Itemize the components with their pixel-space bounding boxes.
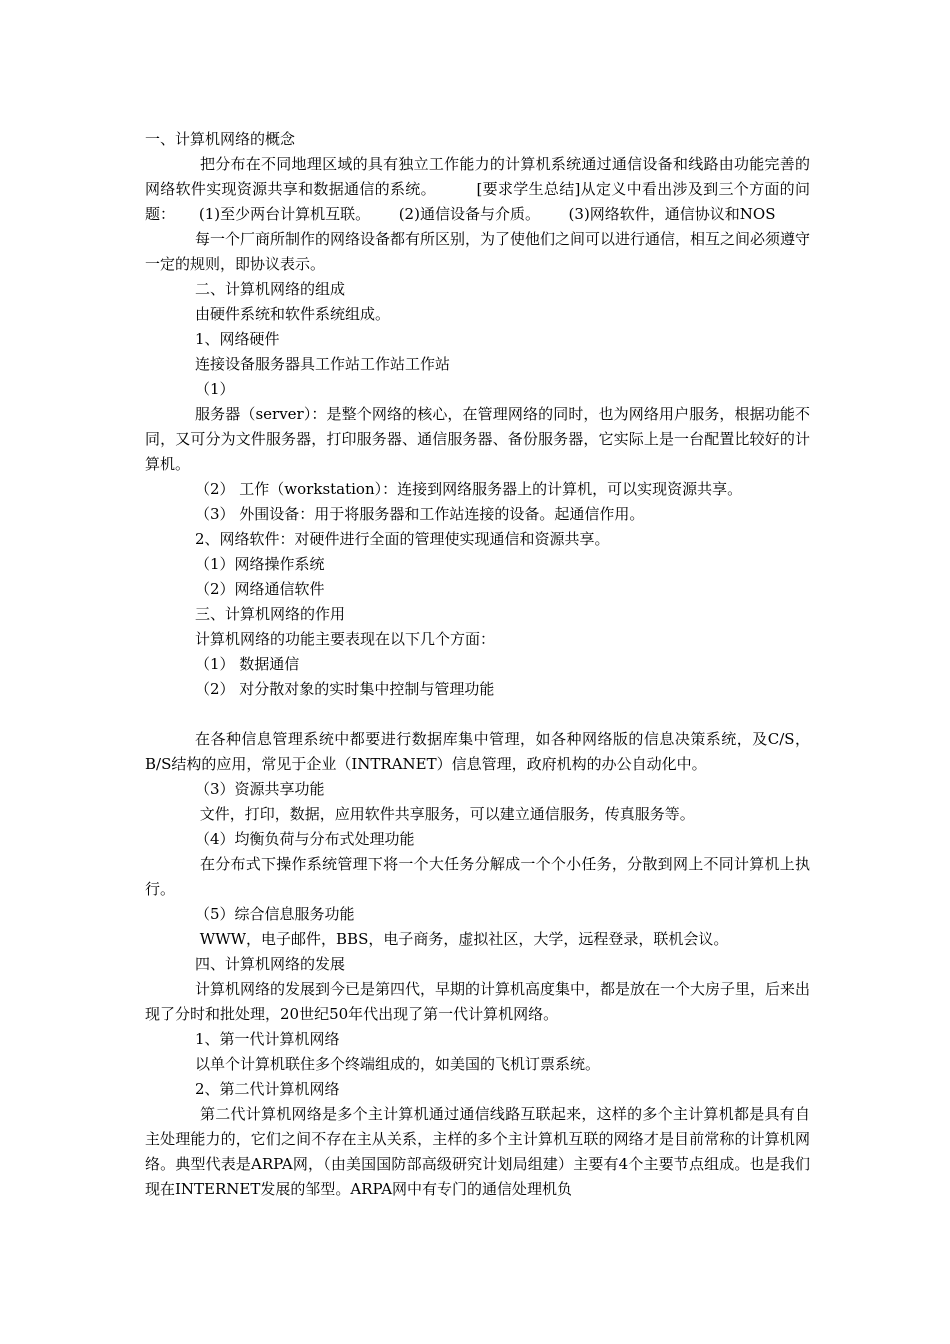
paragraph-distributed: 在分布式下操作系统管理下将一个大任务分解成一个个小任务，分散到网上不同计算机上执行。 (145, 855, 810, 898)
document-body (145, 127, 810, 1202)
list-item-comm-software: （2）网络通信软件 (195, 580, 325, 598)
paragraph-functions-intro: 计算机网络的功能主要表现在以下几个方面： (195, 630, 496, 648)
list-marker-1: （1） (195, 380, 235, 398)
section-heading-3: 三、计算机网络的作用 (195, 605, 346, 623)
list-item-resource-sharing: （3）资源共享功能 (195, 780, 325, 798)
subheading-hardware: 1、网络硬件 (195, 330, 280, 348)
subheading-software: 2、网络软件：对硬件进行全面的管理使实现通信和资源共享。 (195, 530, 610, 548)
paragraph-definition: 把分布在不同地理区域的具有独立工作能力的计算机系统通过通信设备和线路由功能完善的网络软件实现资源共享和数据通信的系统。 [要求学生总结]从定义中看出涉及到三个方面的问题： (1)至少两台计算机互联。 (2)通信设备与介质。 (3)网络软件，通信协议和NOS (145, 155, 810, 223)
paragraph-protocol: 每一个厂商所制作的网络设备都有所区别，为了使他们之间可以进行通信，相互之间必须遵守一定的规则，即协议表示。 (145, 230, 811, 273)
list-item-load-balancing: （4）均衡负荷与分布式处理功能 (195, 830, 415, 848)
list-item-info-services: （5）综合信息服务功能 (195, 905, 355, 923)
paragraph-composition: 由硬件系统和软件系统组成。 (195, 305, 391, 323)
paragraph-sharing-services: 文件，打印，数据，应用软件共享服务，可以建立通信服务，传真服务等。 (195, 805, 695, 823)
section-heading-1: 一、计算机网络的概念 (145, 130, 296, 148)
paragraph-development: 计算机网络的发展到今已是第四代，早期的计算机高度集中，都是放在一个大房子里，后来出现了分时和批处理，20世纪50年代出现了第一代计算机网络。 (145, 980, 811, 1023)
paragraph-info-systems: 在各种信息管理系统中都要进行数据库集中管理，如各种网络版的信息决策系统，及C/S，B/S结构的应用，常见于企业（INTRANET）信息管理，政府机构的办公自动化中。 (145, 730, 810, 773)
section-heading-4: 四、计算机网络的发展 (195, 955, 346, 973)
blank-line (145, 702, 810, 727)
list-item-workstation: （2） 工作（workstation）：连接到网络服务器上的计算机，可以实现资源共享。 (195, 480, 743, 498)
subheading-second-gen: 2、第二代计算机网络 (195, 1080, 340, 1098)
paragraph-server: 服务器（server）：是整个网络的核心，在管理网络的同时，也为网络用户服务，根据功能不同，又可分为文件服务器，打印服务器、通信服务器、备份服务器，它实际上是一台配置比较好的计算机。 (145, 405, 810, 473)
paragraph-services-list: WWW，电子邮件，BBS，电子商务，虚拟社区，大学，远程登录，联机会议。 (195, 930, 729, 948)
section-heading-2: 二、计算机网络的组成 (195, 280, 346, 298)
paragraph-second-gen: 第二代计算机网络是多个主计算机通过通信线路互联起来，这样的多个主计算机都是具有自主处理能力的，它们之间不存在主从关系，主样的多个主计算机互联的网络才是目前常称的计算机网络。典型代表是ARPA网，（由美国国防部高级研究计划局组建）主要有4个主要节点组成。也是我们现在INTERNET发展的邹型。ARPA网中有专门的通信处理机负 (145, 1105, 810, 1198)
paragraph-first-gen: 以单个计算机联住多个终端组成的，如美国的飞机订票系统。 (195, 1055, 601, 1073)
list-item-peripheral: （3） 外围设备：用于将服务器和工作站连接的设备。起通信作用。 (195, 505, 645, 523)
list-item-nos: （1）网络操作系统 (195, 555, 325, 573)
subheading-first-gen: 1、第一代计算机网络 (195, 1030, 340, 1048)
list-item-data-comm: （1） 数据通信 (195, 655, 300, 673)
paragraph-devices: 连接设备服务器具工作站工作站工作站 (195, 355, 451, 373)
list-item-control: （2） 对分散对象的实时集中控制与管理功能 (195, 680, 495, 698)
